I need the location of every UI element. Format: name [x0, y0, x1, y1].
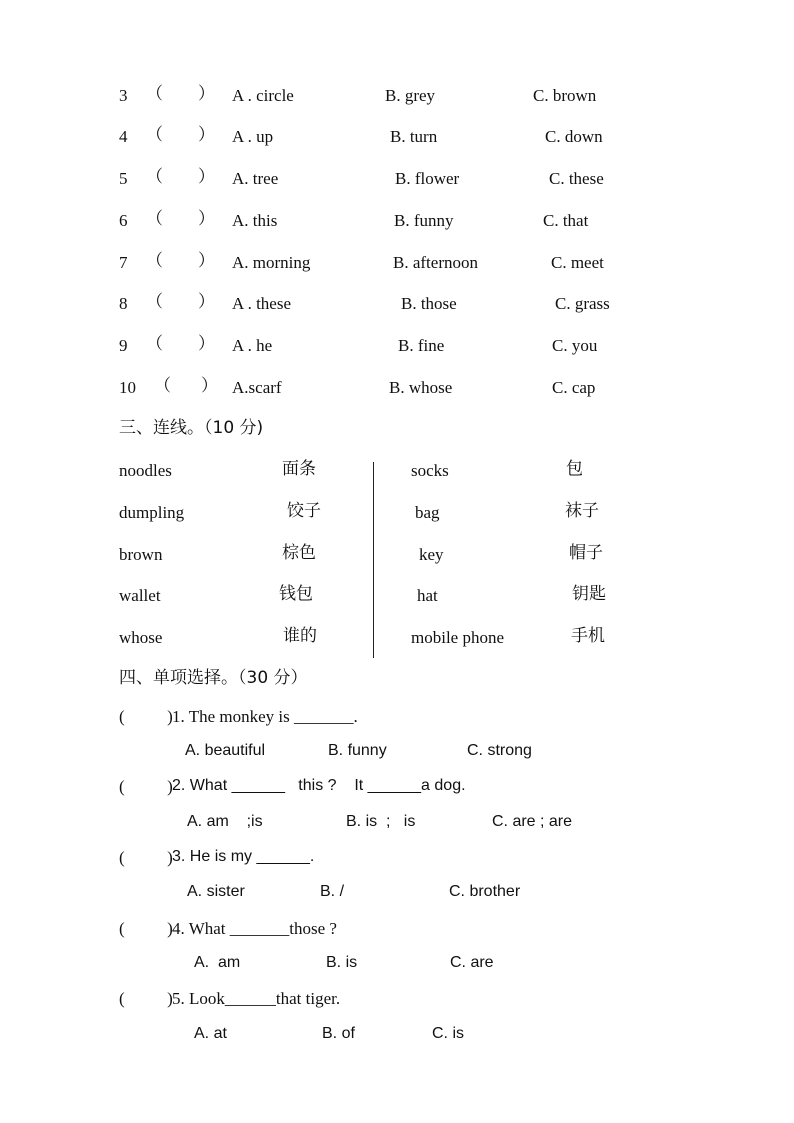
answer-bracket: ( ) — [119, 707, 173, 726]
question-number: 5 — [119, 169, 128, 188]
match-english-right: socks — [411, 461, 449, 480]
match-chinese-left: 谁的 — [283, 626, 317, 646]
option-b: B. fine — [398, 336, 445, 355]
option-a: A. beautiful — [185, 742, 266, 759]
answer-bracket-right: ） — [198, 209, 215, 229]
option-a: A. sister — [187, 883, 245, 900]
answer-bracket-left: （ — [154, 376, 171, 396]
answer-bracket-left: （ — [146, 334, 163, 354]
option-b: B. afternoon — [393, 253, 478, 272]
match-english-right: bag — [415, 503, 440, 522]
match-english-left: noodles — [119, 461, 172, 480]
option-c: C. that — [543, 211, 589, 230]
match-english-right: mobile phone — [411, 628, 505, 647]
option-c: C. grass — [555, 294, 610, 313]
question-number: 10 — [119, 378, 136, 397]
answer-bracket: ( ) — [119, 919, 173, 938]
answer-bracket-right: ） — [198, 292, 215, 312]
question-number: 4 — [119, 127, 128, 146]
option-c: C. brother — [449, 883, 521, 900]
option-c: C. cap — [552, 378, 596, 397]
match-chinese-right: 袜子 — [565, 501, 599, 521]
option-c: C. meet — [551, 253, 604, 272]
match-chinese-right: 包 — [566, 459, 583, 479]
match-chinese-right: 钥匙 — [572, 584, 606, 604]
question-text: 5. Look______that tiger. — [172, 989, 341, 1008]
question-number: 7 — [119, 253, 128, 272]
match-chinese-right: 手机 — [571, 626, 605, 646]
option-b: B. turn — [390, 127, 438, 146]
option-c: C. these — [549, 169, 604, 188]
option-b: B. is ; is — [346, 813, 416, 830]
answer-bracket-left: （ — [146, 125, 163, 145]
match-english-right: hat — [417, 586, 438, 605]
section3-heading: 三、连线。（10 分) — [119, 418, 264, 438]
option-a: A . up — [232, 127, 274, 146]
option-c: C. you — [552, 336, 598, 355]
option-b: B. is — [326, 954, 358, 971]
option-c: C. strong — [467, 742, 532, 759]
question-number: 8 — [119, 294, 128, 313]
option-c: C. brown — [533, 86, 597, 105]
question-text: 3. He is my ______. — [172, 848, 315, 865]
option-c: C. is — [432, 1025, 464, 1042]
answer-bracket-right: ） — [201, 376, 218, 396]
option-c: C. are — [450, 954, 494, 971]
option-b: B. of — [322, 1025, 355, 1042]
match-chinese-left: 面条 — [282, 459, 316, 479]
question-text: 1. The monkey is _______. — [172, 707, 358, 726]
match-english-left: whose — [119, 628, 163, 647]
match-english-left: dumpling — [119, 503, 185, 522]
match-chinese-right: 帽子 — [569, 543, 603, 563]
question-text: 4. What _______those ? — [172, 919, 337, 938]
option-b: B. those — [401, 294, 457, 313]
answer-bracket-left: （ — [146, 209, 163, 229]
question-number: 9 — [119, 336, 128, 355]
answer-bracket-right: ） — [198, 167, 215, 187]
match-english-right: key — [419, 545, 444, 564]
option-a: A. morning — [232, 253, 311, 272]
option-a: A. at — [194, 1025, 227, 1042]
option-b: B. / — [320, 883, 345, 900]
option-a: A. this — [232, 211, 278, 230]
match-chinese-left: 饺子 — [287, 501, 321, 521]
answer-bracket-left: （ — [146, 84, 163, 104]
option-a: A . these — [232, 294, 292, 313]
answer-bracket-right: ） — [198, 251, 215, 271]
match-english-left: wallet — [119, 586, 161, 605]
match-english-left: brown — [119, 545, 163, 564]
option-a: A. am — [194, 954, 241, 971]
option-b: B. funny — [394, 211, 454, 230]
option-b: B. whose — [389, 378, 453, 397]
answer-bracket-right: ） — [198, 84, 215, 104]
answer-bracket-left: （ — [146, 292, 163, 312]
answer-bracket: ( ) — [119, 848, 173, 867]
answer-bracket-left: （ — [146, 167, 163, 187]
answer-bracket-right: ） — [198, 125, 215, 145]
answer-bracket-right: ） — [198, 334, 215, 354]
match-chinese-left: 棕色 — [282, 543, 316, 563]
answer-bracket: ( ) — [119, 777, 173, 796]
option-a: A . he — [232, 336, 273, 355]
match-chinese-left: 钱包 — [279, 584, 313, 604]
option-a: A. am ;is — [187, 813, 263, 830]
question-text: 2. What ______ this ? It ______a dog. — [172, 777, 466, 794]
option-b: B. flower — [395, 169, 460, 188]
question-number: 6 — [119, 211, 128, 230]
option-b: B. grey — [385, 86, 436, 105]
option-b: B. funny — [328, 742, 387, 759]
question-number: 3 — [119, 86, 128, 105]
option-c: C. down — [545, 127, 603, 146]
option-a: A. tree — [232, 169, 279, 188]
section4-heading: 四、单项选择。（30 分） — [119, 668, 308, 688]
option-c: C. are ; are — [492, 813, 573, 830]
option-a: A.scarf — [232, 378, 282, 397]
option-a: A . circle — [232, 86, 294, 105]
column-divider — [373, 462, 374, 658]
answer-bracket: ( ) — [119, 989, 173, 1008]
answer-bracket-left: （ — [146, 251, 163, 271]
